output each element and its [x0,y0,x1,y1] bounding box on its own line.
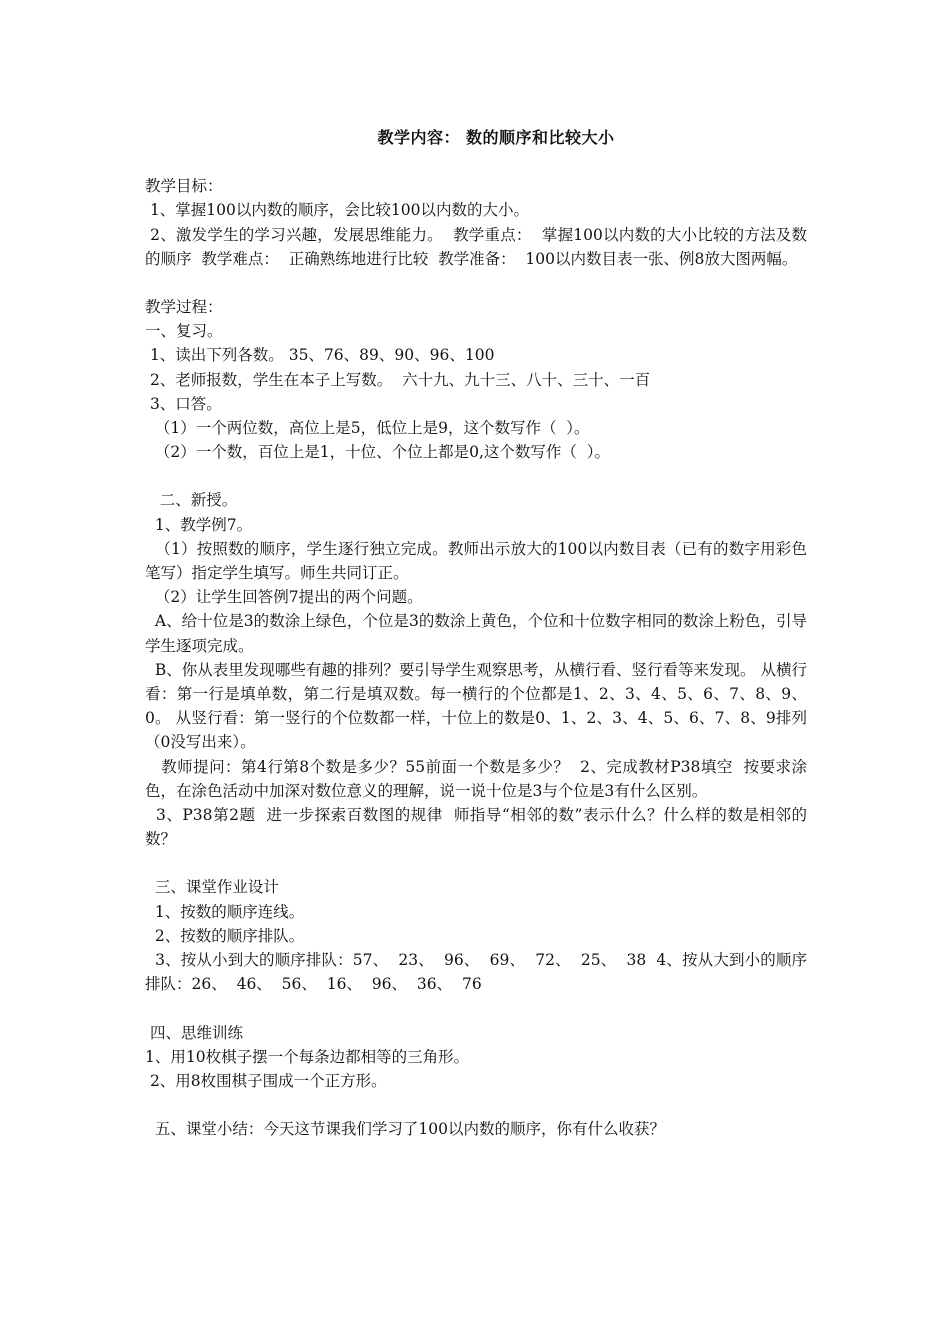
new-lesson-teacher-question: 教师提问：第4行第8个数是多少？55前面一个数是多少？ 2、完成教材P38填空 按要求涂色，在涂色活动中加深对数位意义的理解，说一说十位是3与个位是3有什么区别。 [145,757,808,800]
section-gap [145,997,807,1021]
section-gap [145,851,807,875]
homework-item-2: 2、按数的顺序排队。 [145,926,305,945]
thinking-heading: 四、思维训练 [145,1023,243,1042]
new-lesson-item-1: 1、教学例7。 [145,515,253,534]
objective-item-2: 2、激发学生的学习兴趣，发展思维能力。 教学重点： 掌握100以内数的大小比较的方法及数的顺序 教学难点： 正确熟练地进行比较 教学准备： 100以内数目表一张、例8放大图两幅。 [145,225,807,268]
review-item-2: 2、老师报数，学生在本子上写数。 六十九、九十三、八十、三十、一百 [145,370,651,389]
new-lesson-heading: 二、新授。 [145,491,238,510]
page-title: 教学内容： 数的顺序和比较大小 [377,128,615,147]
summary-paragraph: 五、课堂小结：今天这节课我们学习了100以内数的顺序，你有什么收获？ [145,1120,665,1139]
homework-item-3-4: 3、按从小到大的顺序排队：57、 23、 96、 69、 72、 25、 38 4、按从大到小的顺序排队：26、 46、 56、 16、 96、 36、 76 [145,951,808,994]
new-lesson-paragraph-a: A、给十位是3的数涂上绿色，个位是3的数涂上黄色，个位和十位数字相同的数涂上粉色，引导学生逐项完成。 [145,612,808,655]
thinking-item-1: 1、用10枚棋子摆一个每条边都相等的三角形。 [145,1047,470,1066]
review-question-2: （2）一个数，百位上是1，十位、个位上都是0,这个数写作（ ）。 [145,443,610,462]
review-item-3: 3、口答。 [145,394,222,413]
new-lesson-paragraph-1: （1）按照数的顺序，学生逐行独立完成。教师出示放大的100以内数目表（已有的数字用彩色笔写）指定学生填写。师生共同订正。 [145,539,807,583]
process-heading: 教学过程： [145,298,223,317]
review-heading: 一、复习。 [145,322,223,341]
document-page [145,126,807,1141]
objective-item-1: 1、掌握100以内数的顺序，会比较100以内数的大小。 [145,201,529,220]
new-lesson-paragraph-3: 3、P38第2题 进一步探索百数图的规律 师指导“相邻的数”表示什么？什么样的数是相邻的数？ [145,806,807,849]
review-question-1: （1）一个两位数，高位上是5，低位上是9，这个数写作（ ）。 [145,419,590,438]
section-gap [145,271,807,295]
new-lesson-paragraph-2: （2）让学生回答例7提出的两个问题。 [145,588,423,607]
homework-item-1: 1、按数的顺序连线。 [145,902,305,921]
section-gap [145,464,807,488]
new-lesson-paragraph-b: B、你从表里发现哪些有趣的排列？要引导学生观察思考，从横行看、竖行看等来发现。 从横行看：第一行是填单数，第二行是填双数。每一横行的个位都是1、2、3、4、5、6、7、8、9、0。 从竖行看：第一竖行的个位数都一样，十位上的数是0、1、2、3、4、5、6、7、8、9排列（0没写出来）。 [145,660,807,752]
homework-heading: 三、课堂作业设计 [145,878,279,897]
review-item-1: 1、读出下列各数。 35、76、89、90、96、100 [145,346,495,365]
thinking-item-2: 2、用8枚围棋子围成一个正方形。 [145,1071,387,1090]
section-gap [145,1093,807,1117]
objectives-heading: 教学目标： [145,177,223,196]
